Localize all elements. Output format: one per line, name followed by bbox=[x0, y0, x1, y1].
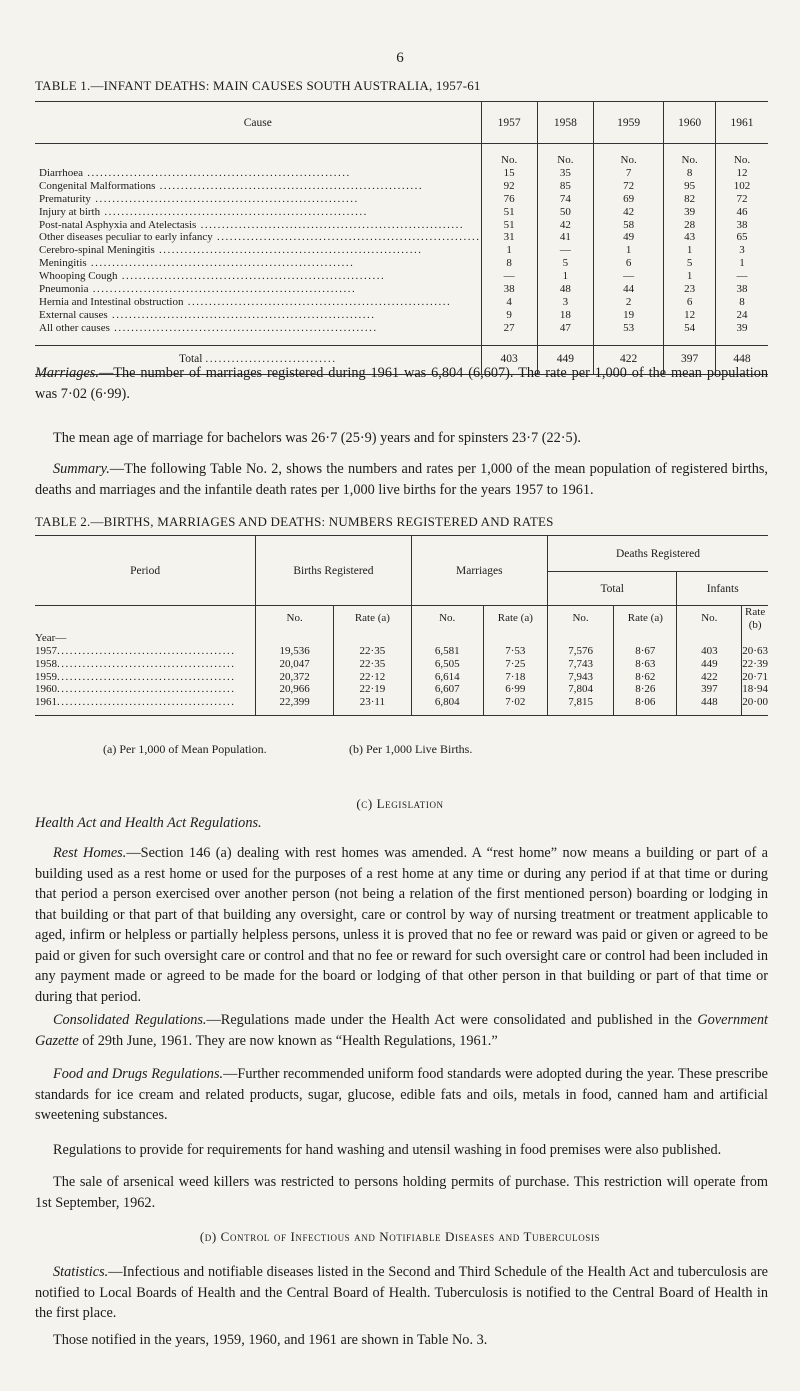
value-cell: 20·71 bbox=[742, 670, 768, 683]
marriages-label: Marriages. bbox=[35, 365, 99, 381]
value-cell: 1 bbox=[593, 244, 663, 257]
value-cell: 1 bbox=[481, 244, 537, 257]
cause-label: External causes bbox=[39, 308, 108, 321]
value-cell: 42 bbox=[593, 206, 663, 219]
cause-cell: Cerebro-spinal Meningitis .............................................................. bbox=[39, 244, 423, 257]
statistics-text: —Infectious and notifiable diseases listed in the Second and Third Schedule of the Health Act and tuberculosis are notified to Local Boards of Health and the Central Board of Health. Tuberculosis is notified to the Central Board of Health in the first place. bbox=[35, 1264, 768, 1321]
value-cell: 18 bbox=[537, 309, 593, 322]
cause-cell: Injury at birth .............................................................. bbox=[39, 205, 368, 218]
value-cell: 20·63 bbox=[742, 644, 768, 657]
value-cell: 449 bbox=[677, 658, 742, 671]
value-cell: 47 bbox=[537, 322, 593, 335]
value-cell: 42 bbox=[537, 219, 593, 232]
cause-cell: Diarrhoea .............................................................. bbox=[39, 166, 351, 179]
table-row bbox=[35, 193, 768, 206]
year-label: Year— bbox=[35, 631, 67, 644]
value-cell: 72 bbox=[593, 180, 663, 193]
value-cell: 20,372 bbox=[256, 671, 334, 684]
value-cell: 7,743 bbox=[547, 658, 613, 671]
cause-cell: Whooping Cough .............................................................. bbox=[39, 270, 386, 283]
value-cell: 448 bbox=[677, 696, 742, 715]
summary-paragraph bbox=[35, 459, 768, 500]
col-rate-a: Rate (a) bbox=[614, 606, 677, 632]
total-cell: 403 bbox=[481, 345, 537, 374]
rest-homes-label: Rest Homes. bbox=[53, 845, 127, 861]
value-cell: 31 bbox=[481, 231, 537, 244]
table-row bbox=[35, 257, 768, 270]
value-cell: 7,943 bbox=[547, 671, 613, 684]
final-paragraph: Those notified in the years, 1959, 1960, and 1961 are shown in Table No. 3. bbox=[53, 1332, 488, 1348]
year-header: 1959 bbox=[593, 102, 663, 144]
statistics-label: Statistics. bbox=[53, 1264, 109, 1280]
period-cell: 1959.......................................... bbox=[35, 670, 236, 683]
value-cell: 15 bbox=[481, 167, 537, 180]
value-cell: 53 bbox=[593, 322, 663, 335]
value-cell: 54 bbox=[664, 322, 716, 335]
unit-label: No. bbox=[593, 154, 663, 167]
value-cell: 22·35 bbox=[334, 658, 412, 671]
table-row bbox=[35, 696, 768, 715]
deaths-total-header: Total bbox=[547, 572, 677, 606]
value-cell: 38 bbox=[715, 283, 768, 296]
year-label: 1961 bbox=[35, 696, 57, 709]
table-row bbox=[35, 206, 768, 219]
value-cell: 7·53 bbox=[483, 645, 547, 658]
value-cell: 23 bbox=[664, 283, 716, 296]
value-cell: 8 bbox=[481, 257, 537, 270]
value-cell: 6 bbox=[664, 296, 716, 309]
cause-cell: Prematurity .............................................................. bbox=[39, 192, 359, 205]
consolidated-text-1: —Regulations made under the Health Act were consolidated and published in the bbox=[206, 1012, 698, 1028]
value-cell: 44 bbox=[593, 283, 663, 296]
table-row bbox=[35, 683, 768, 696]
value-cell: 6,581 bbox=[411, 645, 483, 658]
value-cell: 12 bbox=[664, 309, 716, 322]
cause-label: Whooping Cough bbox=[39, 270, 118, 283]
rest-homes-paragraph bbox=[35, 843, 768, 1007]
table-row bbox=[35, 283, 768, 296]
value-cell: 51 bbox=[481, 206, 537, 219]
period-cell: 1957.......................................... bbox=[35, 644, 236, 657]
unit-label: No. bbox=[537, 154, 593, 167]
value-cell: 58 bbox=[593, 219, 663, 232]
cause-label: Cerebro-spinal Meningitis bbox=[39, 244, 155, 257]
value-cell: 19,536 bbox=[256, 645, 334, 658]
value-cell: 43 bbox=[664, 231, 716, 244]
value-cell: 22·35 bbox=[334, 645, 412, 658]
food-drugs-label: Food and Drugs Regulations. bbox=[53, 1066, 224, 1082]
summary-text: —The following Table No. 2, shows the numbers and rates per 1,000 of the mean population of registered births, deaths and marriages and the infantile death rates per 1,000 live births for the years 1957 to 1961. bbox=[35, 461, 768, 498]
legislation-heading-text: (c) Legislation bbox=[356, 796, 444, 811]
value-cell: 65 bbox=[715, 231, 768, 244]
year-header: 1958 bbox=[537, 102, 593, 144]
arsenical-paragraph: The sale of arsenical weed killers was restricted to persons holding permits of purchase. This restriction will operate from 1st September, 1962. bbox=[35, 1174, 768, 1211]
cause-cell: Congenital Malformations .............................................................. bbox=[39, 179, 424, 192]
cause-cell: External causes .............................................................. bbox=[39, 308, 376, 321]
value-cell: 6·99 bbox=[483, 683, 547, 696]
value-cell: 22·39 bbox=[742, 657, 768, 670]
value-cell: 7·18 bbox=[483, 671, 547, 684]
value-cell: 3 bbox=[715, 244, 768, 257]
col-no: No. bbox=[256, 606, 334, 632]
total-cell: 422 bbox=[593, 345, 663, 374]
summary-label: Summary. bbox=[53, 461, 110, 477]
births-marriages-deaths-table bbox=[35, 535, 768, 716]
value-cell: 5 bbox=[537, 257, 593, 270]
col-no: No. bbox=[411, 606, 483, 632]
table-row bbox=[35, 645, 768, 658]
table-row bbox=[35, 167, 768, 180]
control-heading bbox=[0, 1229, 800, 1245]
value-cell: 7 bbox=[593, 167, 663, 180]
value-cell: 8·63 bbox=[614, 658, 677, 671]
table-row bbox=[35, 244, 768, 257]
value-cell: 22,399 bbox=[256, 696, 334, 715]
value-cell: 20·00 bbox=[742, 696, 768, 715]
value-cell: — bbox=[537, 244, 593, 257]
value-cell: 24 bbox=[715, 309, 768, 322]
cause-label: Prematurity bbox=[39, 192, 91, 205]
value-cell: — bbox=[715, 270, 768, 283]
food-drugs-paragraph bbox=[35, 1064, 768, 1126]
value-cell: 39 bbox=[715, 322, 768, 335]
value-cell: 46 bbox=[715, 206, 768, 219]
value-cell: — bbox=[481, 270, 537, 283]
cause-header: Cause bbox=[35, 102, 481, 144]
value-cell: 35 bbox=[537, 167, 593, 180]
value-cell: 1 bbox=[715, 257, 768, 270]
value-cell: 2 bbox=[593, 296, 663, 309]
value-cell: 19 bbox=[593, 309, 663, 322]
value-cell: — bbox=[593, 270, 663, 283]
cause-label: Meningitis bbox=[39, 257, 87, 270]
value-cell: 22·19 bbox=[334, 683, 412, 696]
cause-label: All other causes bbox=[39, 321, 110, 334]
value-cell: 4 bbox=[481, 296, 537, 309]
marriages-paragraph bbox=[35, 363, 768, 404]
total-cell: 397 bbox=[664, 345, 716, 374]
value-cell: 28 bbox=[664, 219, 716, 232]
consolidated-paragraph bbox=[35, 1010, 768, 1051]
cause-cell: Other diseases peculiar to early infancy .............................................................. bbox=[39, 231, 481, 244]
deaths-header: Deaths Registered bbox=[547, 536, 768, 572]
table-row bbox=[35, 296, 768, 309]
value-cell: 82 bbox=[664, 193, 716, 206]
value-cell: 5 bbox=[664, 257, 716, 270]
period-header: Period bbox=[35, 536, 256, 606]
year-label: 1957 bbox=[35, 644, 57, 657]
consolidated-label: Consolidated Regulations. bbox=[53, 1012, 207, 1028]
value-cell: 6,505 bbox=[411, 658, 483, 671]
unit-row bbox=[35, 154, 768, 167]
value-cell: 74 bbox=[537, 193, 593, 206]
value-cell: 397 bbox=[677, 683, 742, 696]
value-cell: 6 bbox=[593, 257, 663, 270]
marriages-text: —The number of marriages registered during 1961 was 6,804 (6,607). The rate per 1,000 of the mean population was 7·02 (6·99). bbox=[35, 365, 768, 402]
col-no: No. bbox=[677, 606, 742, 632]
value-cell: 7·25 bbox=[483, 658, 547, 671]
value-cell: 49 bbox=[593, 231, 663, 244]
table-row bbox=[35, 219, 768, 232]
value-cell: 422 bbox=[677, 671, 742, 684]
value-cell: 38 bbox=[481, 283, 537, 296]
value-cell: 7,815 bbox=[547, 696, 613, 715]
value-cell: 403 bbox=[677, 645, 742, 658]
table2-title: TABLE 2.—BIRTHS, MARRIAGES AND DEATHS: NUMBERS REGISTERED AND RATES bbox=[35, 514, 554, 529]
value-cell: 27 bbox=[481, 322, 537, 335]
value-cell: 20,966 bbox=[256, 683, 334, 696]
value-cell: 1 bbox=[664, 244, 716, 257]
value-cell: 6,607 bbox=[411, 683, 483, 696]
government-gazette: Government Gazette bbox=[35, 1012, 768, 1049]
table1-title: TABLE 1.—INFANT DEATHS: MAIN CAUSES SOUTH AUSTRALIA, 1957-61 bbox=[35, 78, 481, 93]
total-label-cell: Total .............................. bbox=[35, 345, 481, 374]
value-cell: 9 bbox=[481, 309, 537, 322]
value-cell: 8·62 bbox=[614, 671, 677, 684]
footnote-b: (b) Per 1,000 Live Births. bbox=[349, 742, 473, 756]
infant-deaths-table bbox=[35, 101, 768, 375]
year-label: 1959 bbox=[35, 670, 57, 683]
table-row bbox=[35, 180, 768, 193]
consolidated-text-2: of 29th June, 1961. They are now known as “Health Regulations, 1961.” bbox=[78, 1032, 498, 1049]
total-cell: 448 bbox=[715, 345, 768, 374]
value-cell: 20,047 bbox=[256, 658, 334, 671]
value-cell: 8·06 bbox=[614, 696, 677, 715]
cause-label: Other diseases peculiar to early infancy bbox=[39, 231, 213, 244]
year-label-row bbox=[35, 632, 768, 645]
cause-cell: Meningitis .............................................................. bbox=[39, 257, 355, 270]
value-cell: 23·11 bbox=[334, 696, 412, 715]
value-cell: 50 bbox=[537, 206, 593, 219]
cause-label: Congenital Malformations bbox=[39, 179, 156, 192]
col-no: No. bbox=[547, 606, 613, 632]
births-header: Births Registered bbox=[256, 536, 412, 606]
table-row bbox=[35, 309, 768, 322]
table-row bbox=[35, 671, 768, 684]
legislation-subheading: Health Act and Health Act Regulations. bbox=[35, 815, 262, 831]
col-rate-a: Rate (a) bbox=[334, 606, 412, 632]
col-rate-a: Rate (a) bbox=[483, 606, 547, 632]
value-cell: 69 bbox=[593, 193, 663, 206]
value-cell: 41 bbox=[537, 231, 593, 244]
value-cell: 8 bbox=[715, 296, 768, 309]
food-drugs-text: —Further recommended uniform food standards were adopted during the year. These prescribe standards for ice cream and related products, sugar, glucose, edible fats and oils, metals in food, canned ham and artificial sweetening substances. bbox=[35, 1066, 768, 1123]
value-cell: 76 bbox=[481, 193, 537, 206]
statistics-paragraph bbox=[35, 1262, 768, 1324]
cause-cell: Hernia and Intestinal obstruction .............................................................. bbox=[39, 295, 452, 308]
footnote-a: (a) Per 1,000 of Mean Population. bbox=[103, 742, 267, 756]
period-cell: 1958.......................................... bbox=[35, 657, 236, 670]
rest-homes-text: —Section 146 (a) dealing with rest homes was amended. A “rest home” now means a building or part of a building used as a rest home or used for the purposes of a rest home at any time or during any period if at that time or during that period a person exercised over another person (not being a relation of the first mentioned person) boarding or lodging in that building or that part of that building any oversight, care or control by way of nursing treatment or treatment applicable to aged, infirm or helpless or partially helpless persons, unless it is proved that no fee or reward was paid or given or agreed to be paid or given for such oversight care or control and that no fee or reward for such oversight care or control had been included in any payment made or agreed to be made for the board or lodging of that other person in that building or part of that time or during that period. bbox=[35, 845, 768, 1005]
total-cell: 449 bbox=[537, 345, 593, 374]
value-cell: 51 bbox=[481, 219, 537, 232]
table2-subheader-row bbox=[35, 606, 768, 632]
period-cell: 1960.......................................... bbox=[35, 683, 236, 696]
value-cell: 8·26 bbox=[614, 683, 677, 696]
year-header: 1960 bbox=[664, 102, 716, 144]
value-cell: 48 bbox=[537, 283, 593, 296]
value-cell: 38 bbox=[715, 219, 768, 232]
deaths-infants-header: Infants bbox=[677, 572, 768, 606]
mean-age-paragraph: The mean age of marriage for bachelors was 26·7 (25·9) years and for spinsters 23·7 (22·5). bbox=[53, 430, 581, 446]
value-cell: 1 bbox=[537, 270, 593, 283]
value-cell: 12 bbox=[715, 167, 768, 180]
value-cell: 22·12 bbox=[334, 671, 412, 684]
total-label: Total bbox=[178, 353, 203, 366]
value-cell: 7,576 bbox=[547, 645, 613, 658]
cause-label: Pneumonia bbox=[39, 283, 89, 296]
year-header: 1961 bbox=[715, 102, 768, 144]
year-label: 1958 bbox=[35, 657, 57, 670]
value-cell: 95 bbox=[664, 180, 716, 193]
value-cell: 8·67 bbox=[614, 645, 677, 658]
value-cell: 92 bbox=[481, 180, 537, 193]
cause-label: Hernia and Intestinal obstruction bbox=[39, 295, 184, 308]
year-label: 1960 bbox=[35, 683, 57, 696]
page-number: 6 bbox=[396, 50, 404, 66]
table-row bbox=[35, 270, 768, 283]
cause-cell: Post-natal Asphyxia and Atelectasis .............................................................. bbox=[39, 218, 465, 231]
control-heading-text: (d) Control of Infectious and Notifiable Diseases and Tuberculosis bbox=[199, 1229, 601, 1244]
table-row bbox=[35, 231, 768, 244]
cause-label: Injury at birth bbox=[39, 205, 101, 218]
cause-cell: All other causes .............................................................. bbox=[39, 321, 378, 334]
value-cell: 7,804 bbox=[547, 683, 613, 696]
hand-washing-paragraph: Regulations to provide for requirements for hand washing and utensil washing in food premises were also published. bbox=[53, 1142, 722, 1158]
value-cell: 72 bbox=[715, 193, 768, 206]
cause-label: Diarrhoea bbox=[39, 166, 83, 179]
cause-label: Post-natal Asphyxia and Atelectasis bbox=[39, 218, 197, 231]
table1-header-row bbox=[35, 102, 768, 144]
value-cell: 6,614 bbox=[411, 671, 483, 684]
value-cell: 6,804 bbox=[411, 696, 483, 715]
value-cell: 1 bbox=[664, 270, 716, 283]
value-cell: 7·02 bbox=[483, 696, 547, 715]
col-rate-b: Rate (b) bbox=[742, 606, 768, 632]
unit-label: No. bbox=[481, 154, 537, 167]
value-cell: 102 bbox=[715, 180, 768, 193]
year-header: 1957 bbox=[481, 102, 537, 144]
unit-label: No. bbox=[715, 154, 768, 167]
legislation-heading bbox=[0, 796, 800, 812]
period-cell: 1961.......................................... bbox=[35, 696, 256, 715]
marriages-header: Marriages bbox=[411, 536, 547, 606]
value-cell: 18·94 bbox=[742, 683, 768, 696]
value-cell: 39 bbox=[664, 206, 716, 219]
value-cell: 8 bbox=[664, 167, 716, 180]
cause-cell: Pneumonia .............................................................. bbox=[39, 283, 357, 296]
value-cell: 85 bbox=[537, 180, 593, 193]
table-row bbox=[35, 322, 768, 335]
unit-label: No. bbox=[664, 154, 716, 167]
value-cell: 3 bbox=[537, 296, 593, 309]
table-row bbox=[35, 658, 768, 671]
